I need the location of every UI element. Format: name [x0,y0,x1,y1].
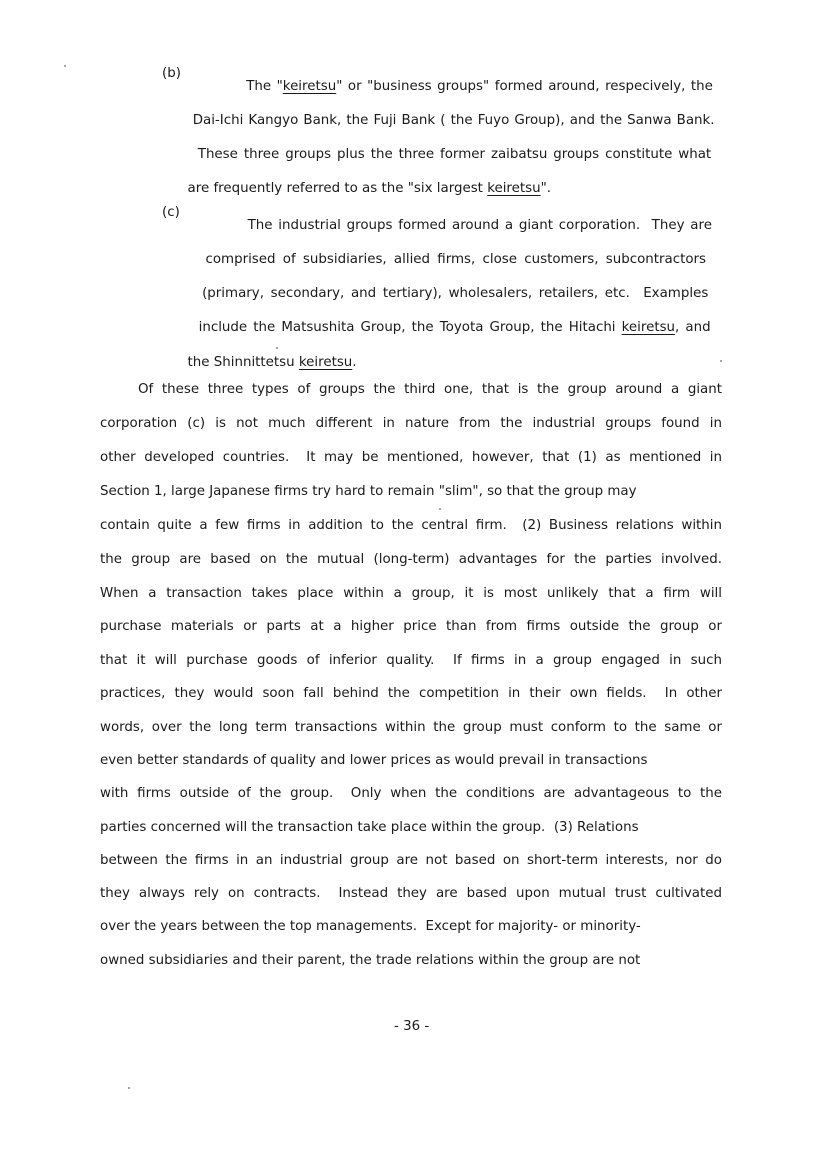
paragraph-line: parties concerned will the transaction take place within the group. (3) Relations [100,820,639,835]
text-run: . [352,355,357,371]
paragraph-line: purchase materials or parts at a higher price than from firms outside the group or [100,619,722,634]
item-marker-c: (c) [162,205,180,220]
text-run: The industrial groups formed around a giant corporation. They are [247,218,712,234]
paragraph-line: Of these three types of groups the third one, that is the group around a giant [138,382,722,397]
paragraph-line: owned subsidiaries and their parent, the trade relations within the group are not [100,953,641,968]
underlined-term: keiretsu [282,79,337,95]
paragraph-line: they always rely on contracts. Instead they are based upon mutual trust cultivated [100,886,722,901]
paragraph-line: When a transaction takes place within a group, it is most unlikely that a firm will [100,586,722,601]
text-run: the Shinnittetsu [187,355,299,371]
text-run: comprised of subsidiaries, allied firms, close customers, subcontractors [205,252,707,268]
text-run: (primary, secondary, and tertiary), wholesalers, retailers, etc. Examples [202,286,709,302]
scan-speck [720,360,722,362]
text-run: Dai-Ichi Kangyo Bank, the Fuji Bank ( the Fuyo Group), and the Sanwa Bank. [192,113,715,129]
text-run: are frequently referred to as the "six largest [187,181,488,197]
paragraph-line: with firms outside of the group. Only when the conditions are advantageous to the [100,786,722,801]
paragraph-line: contain quite a few firms in addition to the central firm. (2) Business relations within [100,518,722,533]
paragraph-line: corporation (c) is not much different in nature from the industrial groups found in [100,416,722,431]
text-run: " or "business groups" formed around, respecively, the [336,79,713,95]
text-run: , and [675,320,711,336]
underlined-term: keiretsu [487,181,541,197]
scan-speck [64,65,66,67]
paragraph-line: between the firms in an industrial group are not based on short-term interests, nor do [100,853,722,868]
text-run: include the Matsushita Group, the Toyota Group, the Hitachi [198,320,622,336]
paragraph-line: that it will purchase goods of inferior quality. If firms in a group engaged in such [100,653,722,668]
paragraph-line: Section 1, large Japanese firms try hard to remain "slim", so that the group may [100,484,637,499]
scan-speck [439,508,441,510]
scan-speck [276,347,278,349]
text-run: These three groups plus the three former zaibatsu groups constitute what [197,147,712,163]
scan-speck [128,1087,130,1089]
page-number: - 36 - [394,1019,430,1034]
text-run: The " [246,79,283,95]
paragraph-line: even better standards of quality and lower prices as would prevail in transactions [100,753,648,768]
item-marker-b: (b) [162,66,181,81]
paragraph-line: other developed countries. It may be mentioned, however, that (1) as mentioned in [100,450,722,465]
paragraph-line: words, over the long term transactions within the group must conform to the same or [100,720,722,735]
paragraph-line: the group are based on the mutual (long-term) advantages for the parties involved. [100,552,722,567]
underlined-term: keiretsu [621,320,676,336]
item-c-line-5 [162,343,357,383]
paragraph-line: over the years between the top managements. Except for majority- or minority- [100,919,641,934]
paragraph-line: practices, they would soon fall behind the competition in their own fields. In other [100,686,722,701]
underlined-term: keiretsu [298,355,353,371]
text-run: ". [540,181,552,197]
item-b-line-4 [162,169,551,209]
